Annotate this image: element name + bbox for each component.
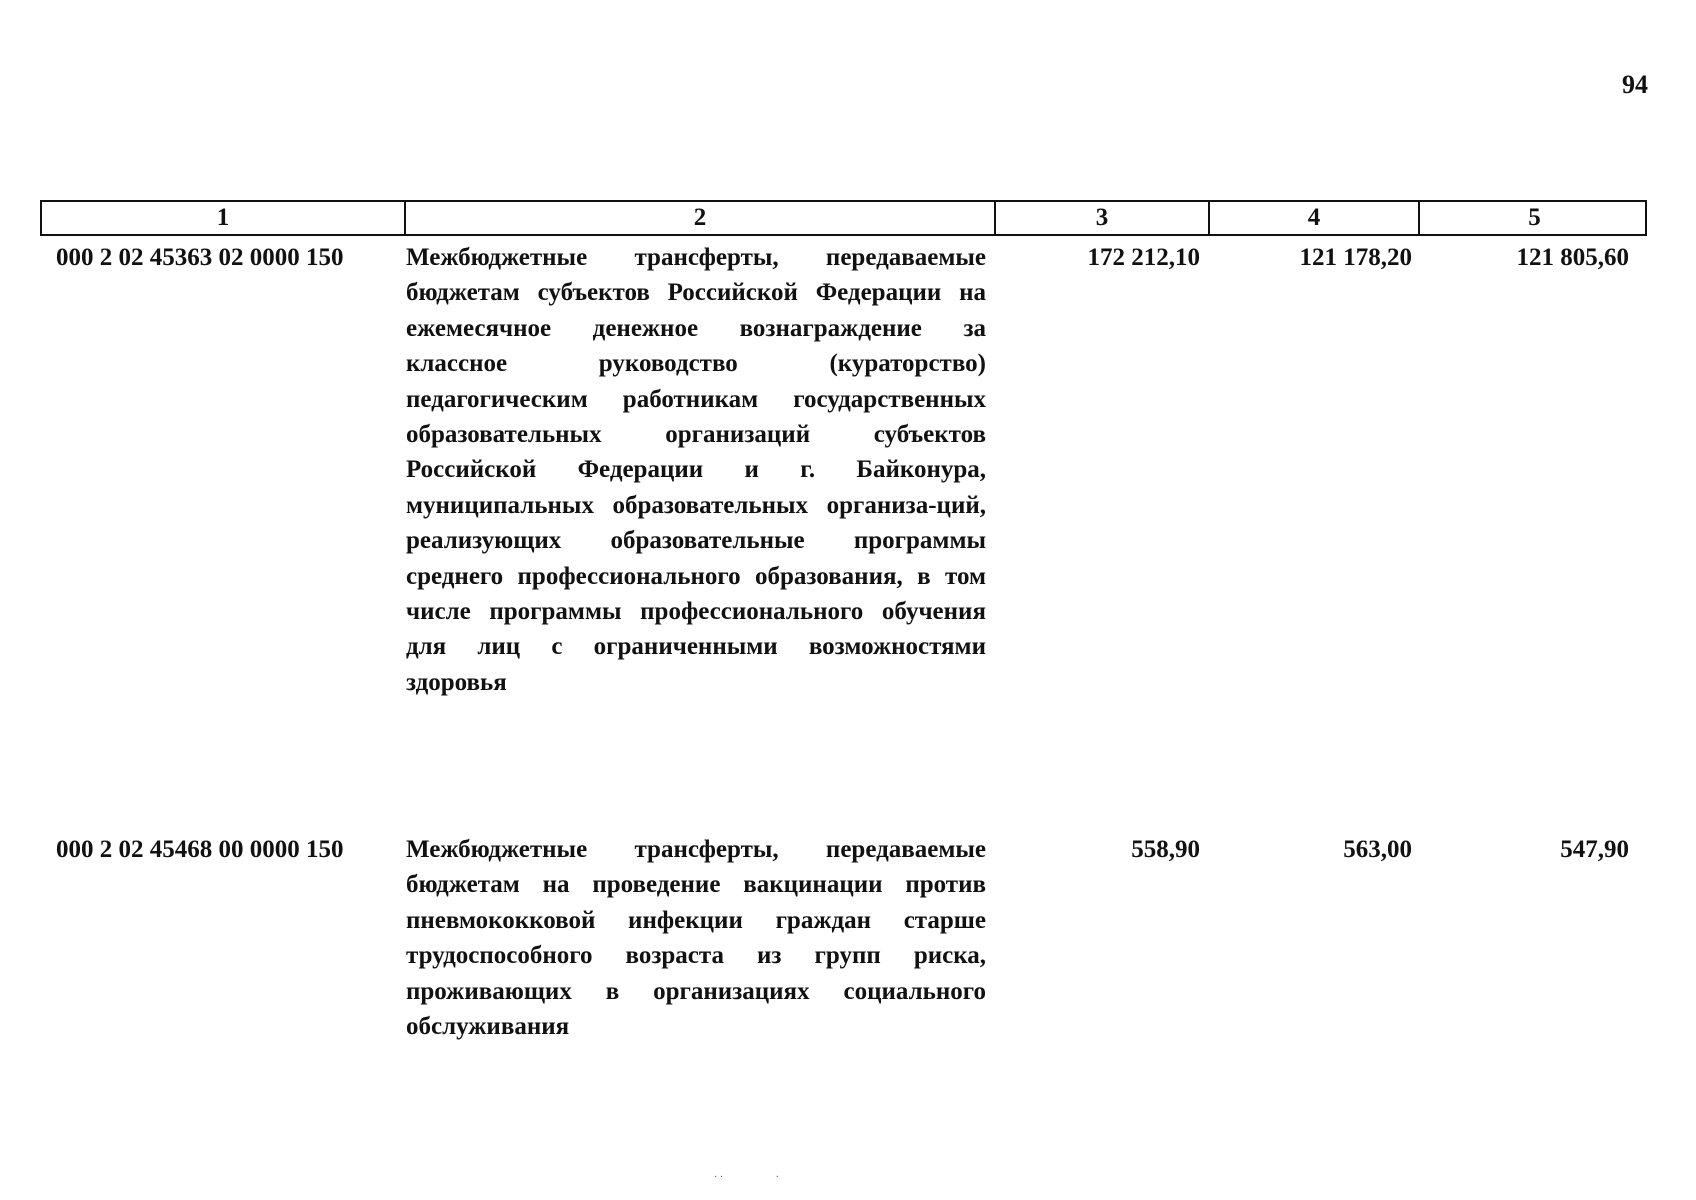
amount-col-5: 121 805,60	[1516, 244, 1629, 271]
column-header-2: 2	[404, 202, 994, 234]
budget-code: 000 2 02 45363 02 0000 150	[56, 244, 344, 271]
amount-col-5: 547,90	[1560, 836, 1629, 863]
row-description: Межбюджетные трансферты, передаваемые бюджетам субъектов Российской Федерации на ежемесячное денежное вознаграждение за классное руководство (кураторство) педагогическим работникам государственных образовательных организаций субъектов Российской Федерации и г. Байконура, муниципальных образовательных организа-ций, реализующих образовательные программы среднего профессионального образования, в том числе программы профессионального обучения для лиц с ограниченными возможностями здоровья	[406, 244, 986, 696]
scan-specks: · · ·	[714, 1172, 779, 1183]
column-header-3: 3	[994, 202, 1208, 234]
column-header-4: 4	[1208, 202, 1418, 234]
table-row	[40, 240, 1647, 700]
table-row	[40, 832, 1647, 1044]
row-description: Межбюджетные трансферты, передаваемые бюджетам на проведение вакцинации против пневмококковой инфекции граждан старше трудоспособного возраста из групп риска, проживающих в организациях социального обслуживания	[406, 836, 986, 1041]
amount-col-4: 121 178,20	[1299, 244, 1412, 271]
column-header-5: 5	[1418, 202, 1649, 234]
amount-col-3: 558,90	[1131, 836, 1200, 863]
amount-col-4: 563,00	[1343, 836, 1412, 863]
budget-code: 000 2 02 45468 00 0000 150	[56, 836, 344, 863]
page-number: 94	[1622, 70, 1648, 99]
column-header-1: 1	[216, 204, 230, 231]
table-header	[40, 200, 1647, 236]
amount-col-3: 172 212,10	[1087, 244, 1200, 271]
